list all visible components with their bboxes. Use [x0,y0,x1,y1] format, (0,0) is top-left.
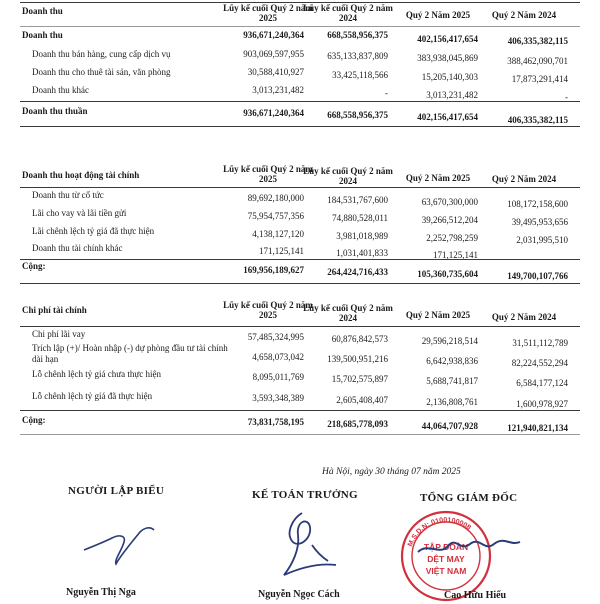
section3-row3-col3: 5,688,741,817 [426,376,478,386]
section2-total-label: Cộng: [22,261,46,271]
section1-group-col2: 668,558,956,375 [327,30,388,40]
section1-total-rule [20,101,580,102]
section3-row2-col2: 139,500,951,216 [327,354,388,364]
section3-header-col4: Quý 2 Năm 2024 [491,312,557,322]
section3-row2-col3: 6,642,938,836 [426,356,478,366]
section3-row2-col1: 4,658,073,042 [252,352,304,362]
stamp-line-3: VIỆT NAM [425,566,467,576]
section2-total-rule [20,259,580,260]
section3-row3-col2: 15,702,575,897 [331,374,388,384]
section2-title: Doanh thu hoạt động tài chính [22,170,140,180]
section3-row1-col4: 31,511,112,789 [512,338,568,348]
section1-group-col1: 936,671,240,364 [243,30,304,40]
section1-row3-label: Doanh thu khác [32,85,89,95]
section1-row3-col4: - [565,92,568,102]
section2-total-col1: 169,956,189,627 [243,265,304,275]
chief-accountant-name: Nguyễn Ngọc Cách [258,589,340,600]
section1-total-col1: 936,671,240,364 [243,108,304,118]
section2-header-col1: Lũy kế cuối Quý 2 năm 2025 [223,164,313,184]
stamp-code: M.S.D.N: 0100100008 [407,516,472,548]
section2-header-col2: Lũy kế cuối Quý 2 năm 2024 [303,166,393,186]
section3-total-col1: 73,831,758,195 [247,417,304,427]
section1-row1-label: Doanh thu bán hàng, cung cấp dịch vụ [32,49,171,59]
section2-header-col4: Quý 2 Năm 2024 [491,174,557,184]
signing-date: Hà Nội, ngày 30 tháng 07 năm 2025 [322,467,461,477]
section1-bottom-rule [20,126,580,127]
general-director-name: Cao Hữu Hiếu [444,590,507,601]
section3-header-rule [20,326,580,327]
section2-row3-col4: 2,031,995,510 [516,235,568,245]
section1-row3-col1: 3,013,231,482 [252,85,304,95]
section2-row4-col1: 171,125,141 [259,246,304,256]
section2-row3-col2: 3,981,018,989 [336,231,388,241]
section1-row1-col2: 635,133,837,809 [327,51,388,61]
section3-row1-col1: 57,485,324,995 [247,332,304,342]
section3-row1-col2: 60,876,842,573 [331,334,388,344]
preparer-signature-icon [80,520,160,580]
section1-header-rule [20,26,580,27]
section3-row2-label: Trích lập (+)/ Hoàn nhập (-) dự phòng đầu tư tài chính dài hạn [32,343,228,364]
section1-title: Doanh thu [22,6,63,16]
section1-group-col3: 402,156,417,654 [417,34,478,44]
section3-row1-label: Chi phí lãi vay [32,329,86,339]
section1-row2-label: Doanh thu cho thuê tài sản, văn phòng [32,67,171,77]
section1-group-col4: 406,335,382,115 [507,36,568,46]
section1-row1-col4: 388,462,090,701 [507,56,568,66]
section3-header-col3: Quý 2 Năm 2025 [405,310,471,320]
section3-total-rule [20,410,580,411]
chief-accountant-title: KẾ TOÁN TRƯỞNG [252,489,358,501]
section2-row3-col3: 2,252,798,259 [426,233,478,243]
section1-total-label: Doanh thu thuần [22,106,88,116]
section2-row3-col1: 4,138,127,120 [252,229,304,239]
section2-row4-col3: 171,125,141 [433,250,478,260]
section3-row1-col3: 29,596,218,514 [421,336,478,346]
section1-row1-col3: 383,938,045,869 [417,53,478,63]
section1-row2-col4: 17,873,291,414 [511,74,568,84]
section2-row2-col2: 74,880,528,011 [332,213,388,223]
section2-header-rule [20,187,580,188]
section3-bottom-rule [20,434,580,435]
preparer-name: Nguyễn Thị Nga [66,587,136,598]
section2-row2-col1: 75,954,757,356 [247,211,304,221]
chief-accountant-signature-icon [262,505,352,590]
section3-row4-col4: 1,600,978,927 [516,399,568,409]
section1-group-label: Doanh thu [22,30,63,40]
director-signature-icon [388,522,538,582]
section3-row4-label: Lỗ chênh lệch tỷ giá đã thực hiện [32,391,153,401]
section3-row3-col1: 8,095,011,769 [252,372,304,382]
section2-bottom-rule [20,283,580,284]
section2-row2-col4: 39,495,953,656 [511,217,568,227]
section3-header-col2: Lũy kế cuối Quý 2 năm 2024 [303,303,393,323]
section2-row3-label: Lãi chênh lệch tỷ giá đã thực hiện [32,226,155,236]
section3-title: Chi phí tài chính [22,305,87,315]
section1-header-col3: Quý 2 Năm 2025 [405,10,471,20]
section1-row1-col1: 903,069,597,955 [243,49,304,59]
section3-row2-col4: 82,224,552,294 [511,358,568,368]
section1-header-col1: Lũy kế cuối Quý 2 năm 2025 [223,3,313,23]
preparer-title: NGƯỜI LẬP BIỂU [68,485,165,497]
section3-total-col3: 44,064,707,928 [421,421,478,431]
section3-row3-label: Lỗ chênh lệch tỷ giá chưa thực hiện [32,369,161,379]
section1-row2-col3: 15,205,140,303 [421,72,478,82]
section1-header-col4: Quý 2 Năm 2024 [491,10,557,20]
section2-header-col3: Quý 2 Năm 2025 [405,173,471,183]
section1-header-col2: Lũy kế cuối Quý 2 năm 2024 [303,3,393,23]
section2-row1-col2: 184,531,767,600 [327,195,388,205]
section2-row4-label: Doanh thu tài chính khác [32,243,123,253]
section2-row1-label: Doanh thu từ cổ tức [32,190,104,200]
section3-total-col4: 121,940,821,134 [507,423,568,433]
section1-total-col4: 406,335,382,115 [507,115,568,125]
section1-row3-col2: - [385,88,388,98]
section3-total-col2: 218,685,778,093 [327,419,388,429]
section3-row3-col4: 6,584,177,124 [516,378,568,388]
section3-row4-col3: 2,136,808,761 [426,397,478,407]
section3-header-col1: Lũy kế cuối Quý 2 năm 2025 [223,300,313,320]
section1-total-col2: 668,558,956,375 [327,110,388,120]
section1-row2-col1: 30,588,410,927 [247,67,304,77]
section3-total-label: Cộng: [22,415,46,425]
section2-row2-col3: 39,266,512,204 [421,215,478,225]
section3-row4-col1: 3,593,348,389 [252,393,304,403]
section2-row2-label: Lãi cho vay và lãi tiền gửi [32,208,127,218]
section3-row4-col2: 2,605,408,407 [336,395,388,405]
section2-row4-col2: 1,031,401,833 [336,248,388,258]
section2-row1-col4: 108,172,158,600 [507,199,568,209]
stamp-line-2: DỆT MAY [427,554,465,564]
section2-row1-col3: 63,670,300,000 [421,197,478,207]
section1-row2-col2: 33,425,118,566 [332,70,388,80]
section2-total-col2: 264,424,716,433 [327,267,388,277]
section2-total-col4: 149,700,107,766 [507,271,568,281]
section2-total-col3: 105,360,735,604 [417,269,478,279]
section1-row3-col3: 3,013,231,482 [426,90,478,100]
section1-total-col3: 402,156,417,654 [417,112,478,122]
section2-row1-col1: 89,692,180,000 [247,193,304,203]
stamp-line-1: TẬP ĐOÀN [423,542,469,552]
general-director-title: TỔNG GIÁM ĐỐC [420,492,518,504]
